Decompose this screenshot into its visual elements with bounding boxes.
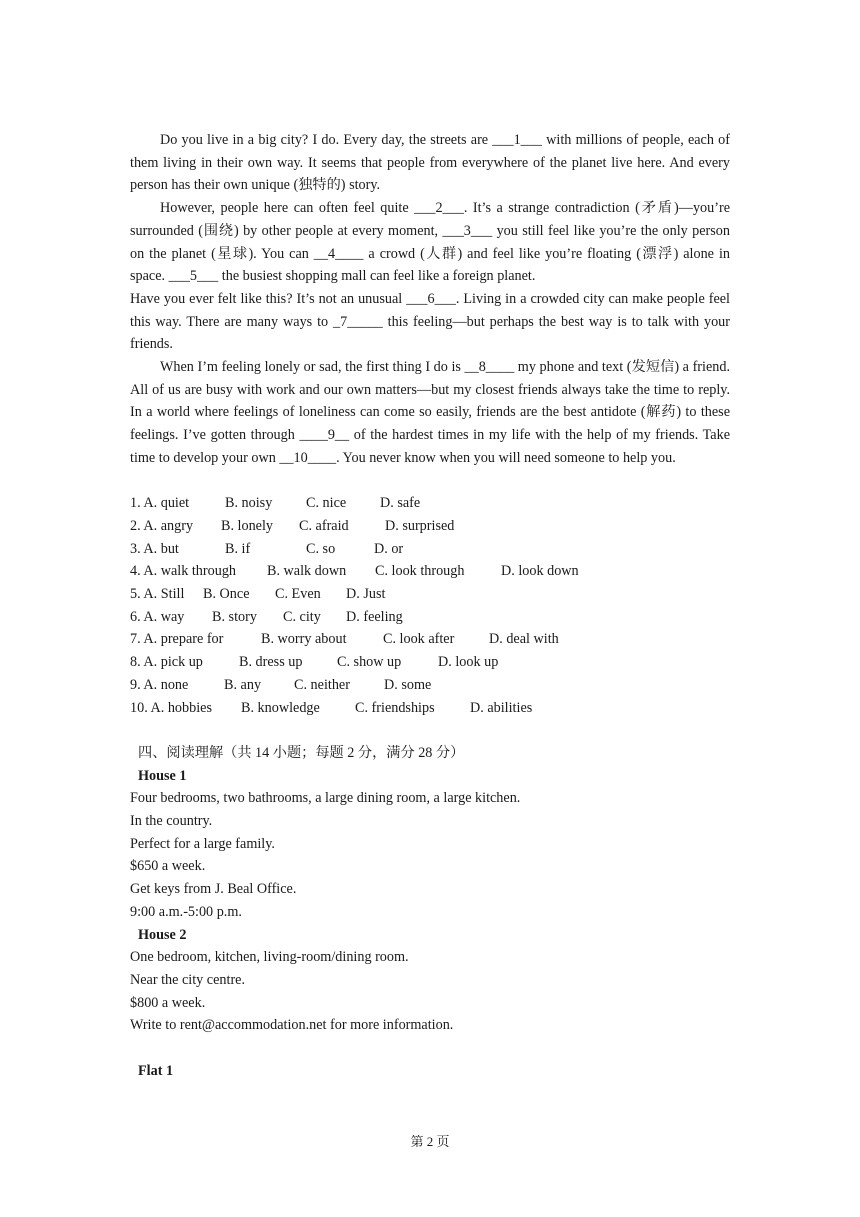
passage-paragraph: Have you ever felt like this? It’s not an unusual ___6___. Living in a crowded city can make people feel this way. There are many ways to _7_____ this feeling—but perhaps the best way is to talk with your friends.: [130, 290, 730, 353]
option-choice: B. walk down: [267, 563, 347, 580]
option-row: [130, 492, 730, 515]
detail-line: Perfect for a large family.: [130, 835, 275, 852]
option-row: [130, 674, 730, 697]
option-choice: 1. A. quiet: [130, 495, 190, 512]
detail-line: $800 a week.: [130, 994, 206, 1011]
option-choice: B. noisy: [225, 495, 273, 512]
section-title: 四、阅读理解（共 14 小题；每题 2 分，满分 28 分）: [138, 744, 465, 761]
option-row: [130, 606, 730, 629]
detail-line: Four bedrooms, two bathrooms, a large dining room, a large kitchen.: [130, 790, 521, 807]
option-choice: B. dress up: [239, 654, 303, 671]
flat1-heading: Flat 1: [138, 1062, 174, 1079]
option-choice: B. Once: [203, 586, 250, 603]
option-row: [130, 515, 730, 538]
option-choice: C. afraid: [299, 517, 349, 534]
option-choice: D. Just: [346, 586, 386, 603]
option-choice: C. neither: [294, 676, 350, 693]
option-choice: D. feeling: [346, 608, 403, 625]
option-row: [130, 538, 730, 561]
option-choice: 3. A. but: [130, 540, 179, 557]
document-body: [130, 129, 730, 1082]
option-choice: C. look through: [375, 563, 465, 580]
cloze-passage: [130, 129, 730, 470]
option-row: [130, 628, 730, 651]
option-choice: 5. A. Still: [130, 586, 185, 603]
detail-line: Near the city centre.: [130, 971, 246, 988]
detail-line: In the country.: [130, 813, 213, 830]
cloze-options: [130, 492, 730, 719]
house2-details: [130, 946, 730, 1037]
option-choice: B. story: [212, 608, 257, 625]
detail-line: One bedroom, kitchen, living-room/dining room.: [130, 949, 409, 966]
detail-line: $650 a week.: [130, 858, 206, 875]
option-choice: B. knowledge: [241, 699, 320, 716]
option-choice: 9. A. none: [130, 676, 189, 693]
option-row: [130, 697, 730, 720]
house2-heading: House 2: [138, 926, 187, 943]
option-choice: D. deal with: [489, 631, 559, 648]
option-choice: B. worry about: [261, 631, 347, 648]
detail-line: 9:00 a.m.-5:00 p.m.: [130, 903, 242, 920]
option-choice: C. show up: [337, 654, 402, 671]
option-choice: D. look up: [438, 654, 499, 671]
page-footer: 第 2 页: [410, 1134, 450, 1149]
option-row: [130, 651, 730, 674]
detail-line: Write to rent@accommodation.net for more information.: [130, 1017, 454, 1034]
option-choice: C. city: [283, 608, 321, 625]
option-row: [130, 560, 730, 583]
option-choice: 7. A. prepare for: [130, 631, 224, 648]
option-choice: C. Even: [275, 586, 321, 603]
option-choice: D. safe: [380, 495, 421, 512]
option-choice: C. nice: [306, 495, 347, 512]
passage-paragraph: However, people here can often feel quite ___2___. It’s a strange contradiction (矛盾)—you’re surrounded (围绕) by other people at every moment, ___3___ you still feel like you’re the only person on the planet (星球). You can __4____ a crowd (人群) and feel like you’re floating (漂浮) alone in space. ___5___ the busiest shopping mall can feel like a foreign planet.: [130, 200, 730, 285]
option-row: [130, 583, 730, 606]
option-choice: 8. A. pick up: [130, 654, 203, 671]
option-choice: D. look down: [501, 563, 579, 580]
option-choice: 4. A. walk through: [130, 563, 237, 580]
passage-paragraph: Do you live in a big city? I do. Every day, the streets are ___1___ with millions of people, each of them living in their own way. It seems that people from everywhere of the planet live here. And every person has their own unique (独特的) story.: [130, 132, 730, 194]
option-choice: 2. A. angry: [130, 517, 194, 534]
option-choice: D. surprised: [385, 517, 455, 534]
house1-heading: House 1: [138, 767, 187, 784]
option-choice: B. if: [225, 540, 251, 557]
option-choice: D. or: [374, 540, 404, 557]
option-choice: B. any: [224, 676, 262, 693]
option-choice: D. some: [384, 676, 432, 693]
option-choice: 10. A. hobbies: [130, 699, 212, 716]
option-choice: D. abilities: [470, 699, 533, 716]
option-choice: C. friendships: [355, 699, 435, 716]
option-choice: C. look after: [383, 631, 455, 648]
option-choice: C. so: [306, 540, 336, 557]
passage-paragraph: When I’m feeling lonely or sad, the first thing I do is __8____ my phone and text (发短信) a friend. All of us are busy with work and our own matters—but my closest friends always take the time to reply. In a world where feelings of loneliness can come so easily, friends are the best antidote (解药) to these feelings. I’ve gotten through ____9__ of the hardest times in my life with the help of my friends. Take time to develop your own __10____. You never know when you will need someone to help you.: [130, 359, 730, 466]
option-choice: B. lonely: [221, 517, 274, 534]
house1-details: [130, 787, 730, 923]
option-choice: 6. A. way: [130, 608, 185, 625]
detail-line: Get keys from J. Beal Office.: [130, 881, 297, 898]
